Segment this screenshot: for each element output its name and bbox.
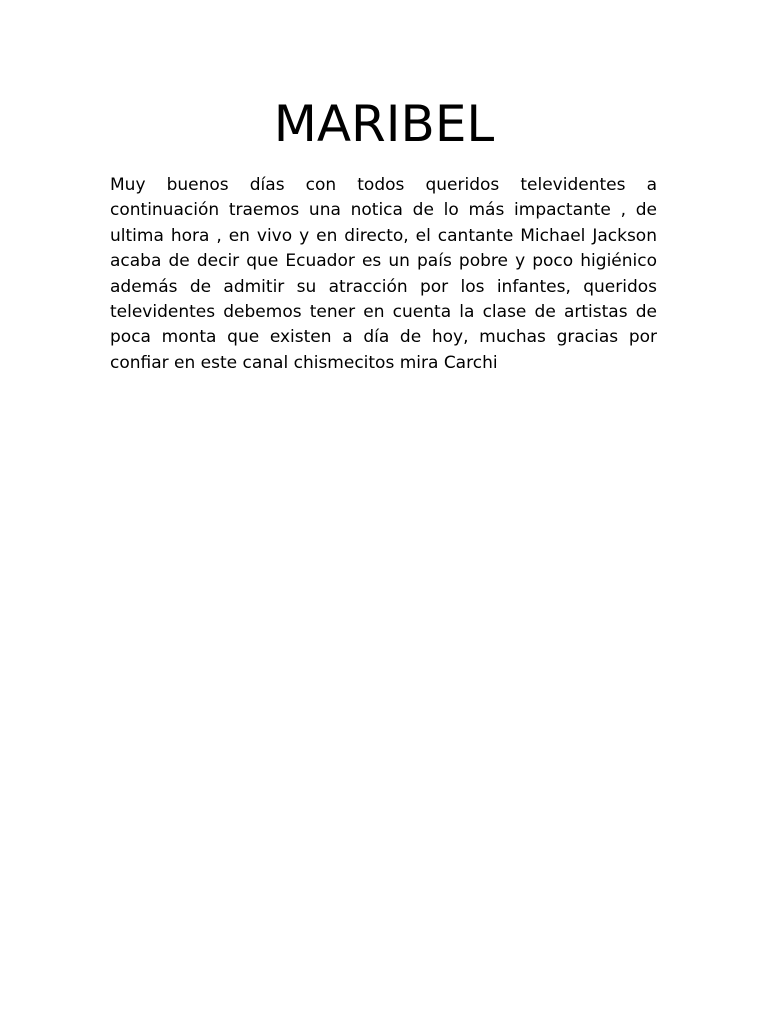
document-title: MARIBEL bbox=[273, 95, 495, 153]
document-body-paragraph: Muy buenos días con todos queridos televidentes a continuación traemos una notica de lo más impactante , de ultima hora , en vivo y en directo, el cantante Michael Jackson acaba de decir que Ecuador es un país pobre y poco higiénico además de admitir su atracción por los infantes, queridos televidentes debemos tener en cuenta la clase de artistas de poca monta que existen a día de hoy, muchas gracias por confiar en este canal chismecitos mira Carchi bbox=[110, 175, 657, 373]
